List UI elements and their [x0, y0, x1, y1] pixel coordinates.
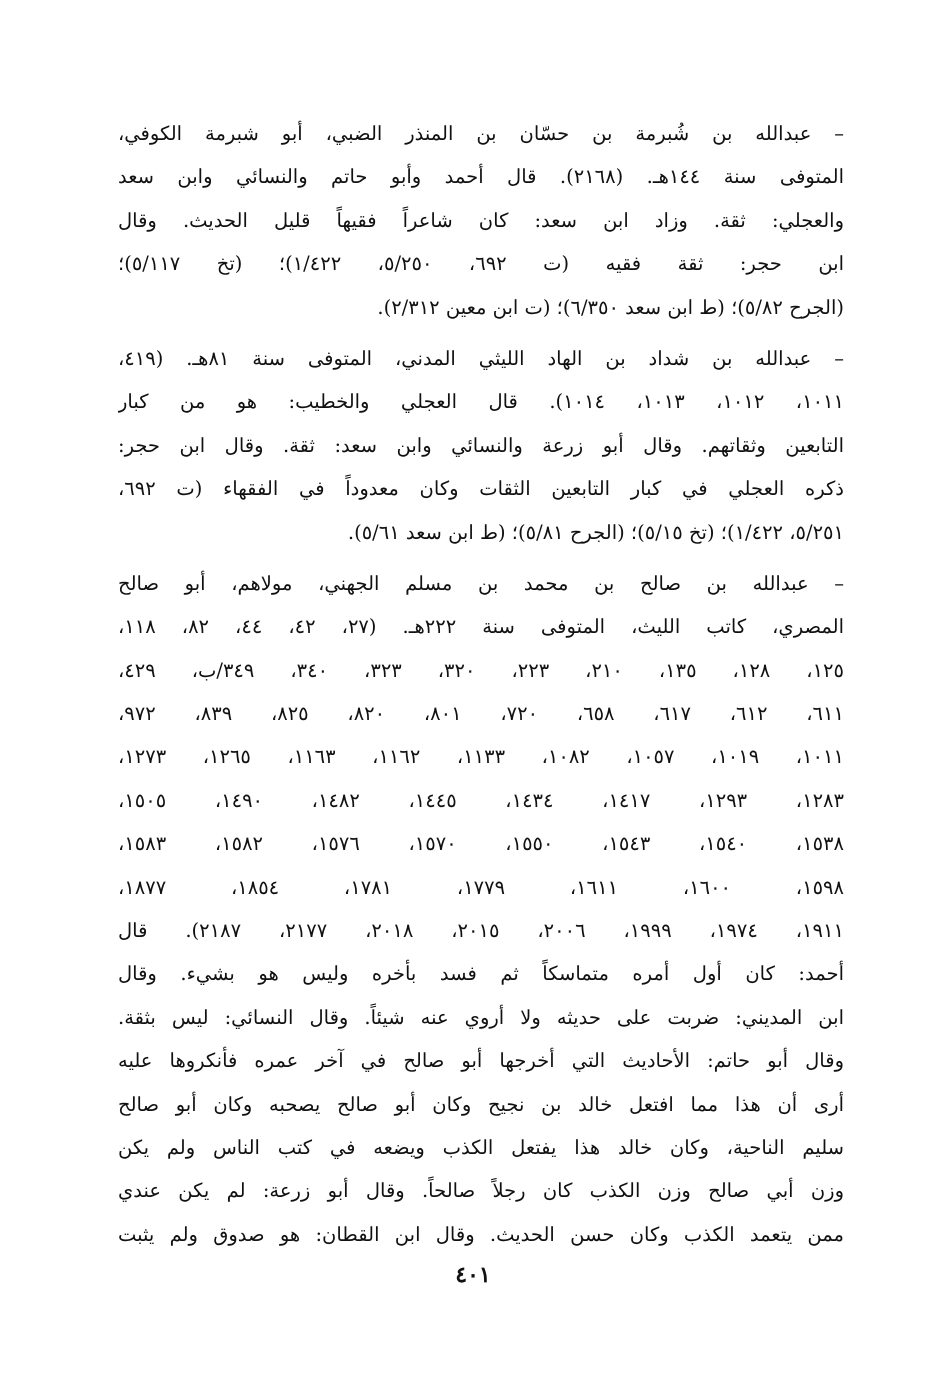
text-line: ابن حجر: ثقة فقيه (ت ٦٩٢، ٥/٢٥٠، ١/٤٢٢)؛ (تخ ٥/١١٧)؛	[118, 252, 844, 276]
text-line: التابعين وثقاتهم. وقال أبو زرعة والنسائي وابن سعد: ثقة. وقال ابن حجر:	[118, 433, 844, 457]
text-line: ١٠١١، ١٠١٢، ١٠١٣، ١٠١٤). قال العجلي والخطيب: هو من كبار	[118, 390, 844, 414]
text-line: وقال أبو حاتم: الأحاديث التي أخرجها أبو صالح في آخر عمره فأنكروها عليه	[118, 1049, 844, 1073]
text-line: المصري، كاتب الليث، المتوفى سنة ٢٢٢هـ. (٢٧، ٤٢، ٤٤، ٨٢، ١١٨،	[118, 615, 844, 639]
text-line: – عبدالله بن شداد بن الهاد الليثي المدني، المتوفى سنة ٨١هـ. (٤١٩،	[118, 346, 844, 370]
text-line: ١٢٥، ١٢٨، ١٣٥، ٢١٠، ٢٢٣، ٣٢٠، ٣٢٣، ٣٤٠، ٣٤٩/ب، ٤٢٩،	[118, 658, 844, 682]
text-line: وزن أبي صالح وزن الكذب كان رجلاً صالحاً. وقال أبو زرعة: لم يكن عندي	[118, 1179, 844, 1203]
document-body	[118, 112, 844, 1264]
text-line: ١٥٣٨، ١٥٤٠، ١٥٤٣، ١٥٥٠، ١٥٧٠، ١٥٧٦، ١٥٨٢، ١٥٨٣،	[118, 832, 844, 856]
page-number: ٤٠١	[455, 1262, 491, 1288]
text-line: والعجلي: ثقة. وزاد ابن سعد: كان شاعراً فقيهاً قليل الحديث. وقال	[118, 208, 844, 232]
text-line: المتوفى سنة ١٤٤هـ. (٢١٦٨). قال أحمد وأبو حاتم والنسائي وابن سعد	[118, 165, 844, 189]
text-line: – عبدالله بن شُبرمة بن حسّان بن المنذر الضبي، أبو شبرمة الكوفي،	[118, 122, 844, 145]
text-line: ٥/٢٥١، ١/٤٢٢)؛ (تخ ٥/١٥)؛ (الجرح ٥/٨١)؛ (ط ابن سعد ٥/٦١).	[347, 520, 844, 544]
text-line: – عبدالله بن صالح بن محمد بن مسلم الجهني، مولاهم، أبو صالح	[118, 571, 844, 595]
text-line: ١٥٩٨، ١٦٠٠، ١٦١١، ١٧٧٩، ١٧٨١، ١٨٥٤، ١٨٧٧،	[118, 875, 844, 899]
text-line: (الجرح ٥/٨٢)؛ (ط ابن سعد ٦/٣٥٠)؛ (ت ابن معين ٢/٣١٢).	[377, 295, 844, 319]
text-line: ١٠١١، ١٠١٩، ١٠٥٧، ١٠٨٢، ١١٣٣، ١١٦٢، ١١٦٣، ١٢٦٥، ١٢٧٣،	[118, 745, 844, 769]
text-line: ٦١١، ٦١٢، ٦١٧، ٦٥٨، ٧٢٠، ٨٠١، ٨٢٠، ٨٢٥، ٨٣٩، ٩٧٢،	[118, 702, 844, 726]
text-line: ممن يتعمد الكذب وكان حسن الحديث. وقال ابن القطان: هو صدوق ولم يثبت	[118, 1222, 844, 1246]
text-line: ١٢٨٣، ١٢٩٣، ١٤١٧، ١٤٣٤، ١٤٤٥، ١٤٨٢، ١٤٩٠، ١٥٠٥،	[118, 788, 844, 812]
entry-ibn-shubruma	[118, 112, 844, 329]
text-line: سليم الناحية، وكان خالد هذا يفتعل الكذب ويضعه في كتب الناس ولم يكن	[118, 1135, 844, 1159]
entry-ibn-salih	[118, 562, 844, 1256]
text-line: ١٩١١، ١٩٧٤، ١٩٩٩، ٢٠٠٦، ٢٠١٥، ٢٠١٨، ٢١٧٧، ٢١٨٧). قال	[118, 919, 844, 943]
entry-ibn-shaddad	[118, 337, 844, 554]
text-line: ابن المديني: ضربت على حديثه ولا أروي عنه شيئاً. وقال النسائي: ليس بثقة.	[118, 1005, 844, 1029]
text-line: أرى أن هذا مما افتعل خالد بن نجيح وكان أبو صالح يصحبه وكان أبو صالح	[118, 1092, 844, 1116]
text-line: ذكره العجلي في كبار التابعين الثقات وكان معدوداً في الفقهاء (ت ٦٩٢،	[118, 477, 844, 501]
text-line: أحمد: كان أول أمره متماسكاً ثم فسد بأخره وليس هو بشيء. وقال	[118, 962, 844, 986]
